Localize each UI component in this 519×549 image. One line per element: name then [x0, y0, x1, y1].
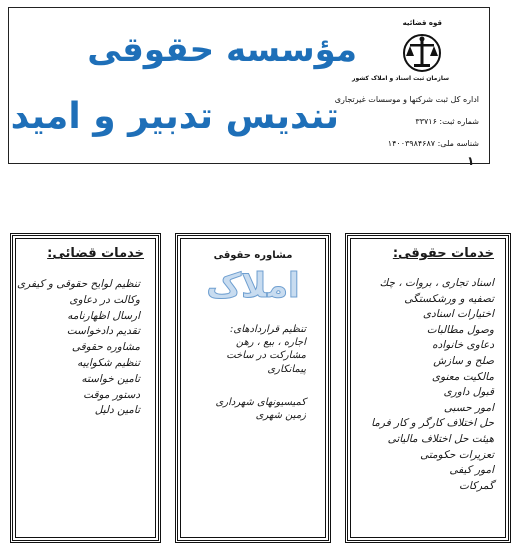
list-item: وصول مطالبات [426, 323, 494, 336]
page-number: ۱ [467, 154, 475, 168]
registration-number: شماره ثبت: ۳۳۷۱۶ [415, 117, 479, 126]
municipal-list [215, 396, 306, 422]
list-item: اجاره ، بیع ، رهن [235, 337, 306, 349]
contracts-list [226, 323, 306, 376]
list-item: تصفیه و ورشكستگی [404, 292, 494, 305]
registration-block [334, 11, 487, 166]
list-item: دعاوی خانواده [432, 339, 494, 352]
list-item: مشاوره حقوقی [71, 341, 140, 354]
list-item: تنظیم شكواییه [77, 356, 140, 369]
consulting-title: مشاوره حقوقی [213, 250, 293, 261]
list-item: پیمانكاری [267, 363, 306, 375]
header-box [8, 7, 490, 168]
list-item: امور كیفی [449, 464, 494, 477]
judicial-services-list [17, 277, 140, 419]
list-item: تنظیم لوایح حقوقی و كیفری [16, 278, 140, 290]
consulting-column [175, 233, 331, 543]
list-item: گمركات [459, 479, 494, 492]
list-item: تنظیم قراردادهای: [230, 324, 306, 335]
list-item: زمین شهری [255, 410, 306, 422]
legal-services-column [345, 233, 511, 543]
judicial-services-column [10, 233, 161, 543]
org-name: سازمان ثبت اسناد و املاک کشور [352, 75, 449, 82]
list-item: صلح و سازش [433, 354, 494, 367]
registry-office: اداره کل ثبت شرکتها و موسسات غیرتجاری [334, 95, 479, 104]
list-item: تامین دلیل [94, 404, 140, 417]
list-item: اسناد تجاری ، بروات ، چك [379, 277, 494, 289]
judiciary-label: قوه قضائیه [402, 19, 442, 27]
institute-name: تندیس تدبیر و امید [10, 96, 339, 137]
list-item: حل اختلاف كارگر و كار فرما [371, 417, 494, 430]
real-estate-emblem-text: املاک [206, 266, 300, 306]
list-item: كمیسیونهای شهرداری [215, 397, 306, 408]
list-item: تقدیم دادخواست [66, 325, 140, 338]
list-item: هیئت حل اختلاف مالیاتی [387, 432, 494, 445]
list-item: قبول داوری [443, 386, 494, 399]
judicial-services-title: خدمات قضائی: [47, 246, 144, 261]
legal-services-list [371, 276, 494, 494]
list-item: مشاركت در ساخت [226, 350, 306, 362]
list-item: مالكیت معنوی [431, 370, 494, 383]
legal-services-title: خدمات حقوقی: [392, 246, 494, 261]
institute-title: مؤسسه حقوقی [87, 30, 357, 70]
national-id: شناسه ملی: ۱۴۰۰۳۹۸۴۶۸۷ [387, 139, 479, 148]
list-item: ارسال اظهارنامه [67, 309, 140, 322]
list-item: تامین خواسته [81, 372, 140, 385]
list-item: وكالت در دعاوی [69, 293, 140, 306]
judiciary-emblem-icon [402, 33, 442, 73]
list-item: تعزیرات حكومتی [420, 448, 494, 461]
list-item: امور حسبی [443, 401, 494, 414]
list-item: دستور موقت [83, 388, 140, 401]
list-item: اختیارات اسنادی [422, 308, 494, 321]
